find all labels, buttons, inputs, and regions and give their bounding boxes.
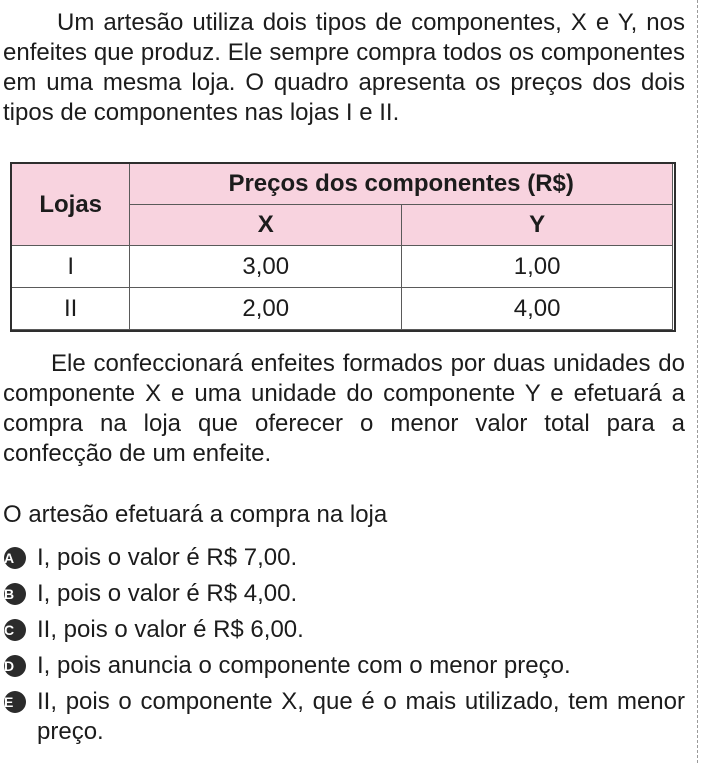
price-table [11, 163, 673, 330]
table-row [12, 246, 673, 288]
question-stem: O artesão efetuará a compra na loja [3, 501, 388, 528]
option-text: I, pois o valor é R$ 4,00. [37, 580, 298, 607]
option-text: I, pois o valor é R$ 7,00. [37, 544, 298, 571]
option-text: II, pois o componente X, que é o mais utilizado, tem menor preço. [37, 688, 685, 745]
option-d[interactable] [3, 651, 685, 681]
option-c[interactable] [3, 615, 685, 645]
option-letter-badge: D [4, 655, 26, 677]
row-price-y: 1,00 [402, 246, 673, 288]
header-precos: Preços dos componentes (R$) [130, 164, 673, 205]
row-loja: I [12, 246, 130, 288]
row-loja: II [12, 288, 130, 330]
header-lojas: Lojas [12, 164, 130, 246]
option-letter-badge: A [4, 547, 26, 569]
table-row [12, 288, 673, 330]
option-text: II, pois o valor é R$ 6,00. [37, 616, 304, 643]
header-x: X [130, 205, 402, 246]
option-letter-badge: E [4, 691, 26, 713]
page-edge-rule [697, 0, 698, 763]
body-paragraph: Ele confeccionará enfeites formados por duas unidades do componente X e uma unidade do componente Y e efetuará a compra na loja que oferecer o menor valor total para a confecção de um enfeite. [3, 350, 685, 467]
intro-paragraph: Um artesão utiliza dois tipos de componentes, X e Y, nos enfeites que produz. Ele sempre compra todos os componentes em uma mesma loja. O quadro apresenta os preços dos dois tipos de componentes nas lojas I e II. [3, 9, 685, 126]
option-text: I, pois anuncia o componente com o menor preço. [37, 652, 571, 679]
option-e[interactable] [3, 687, 685, 747]
row-price-x: 3,00 [130, 246, 402, 288]
option-b[interactable] [3, 579, 685, 609]
row-price-x: 2,00 [130, 288, 402, 330]
answer-options [3, 543, 693, 753]
header-y: Y [402, 205, 673, 246]
option-letter-badge: C [4, 619, 26, 641]
option-a[interactable] [3, 543, 685, 573]
row-price-y: 4,00 [402, 288, 673, 330]
option-letter-badge: B [4, 583, 26, 605]
